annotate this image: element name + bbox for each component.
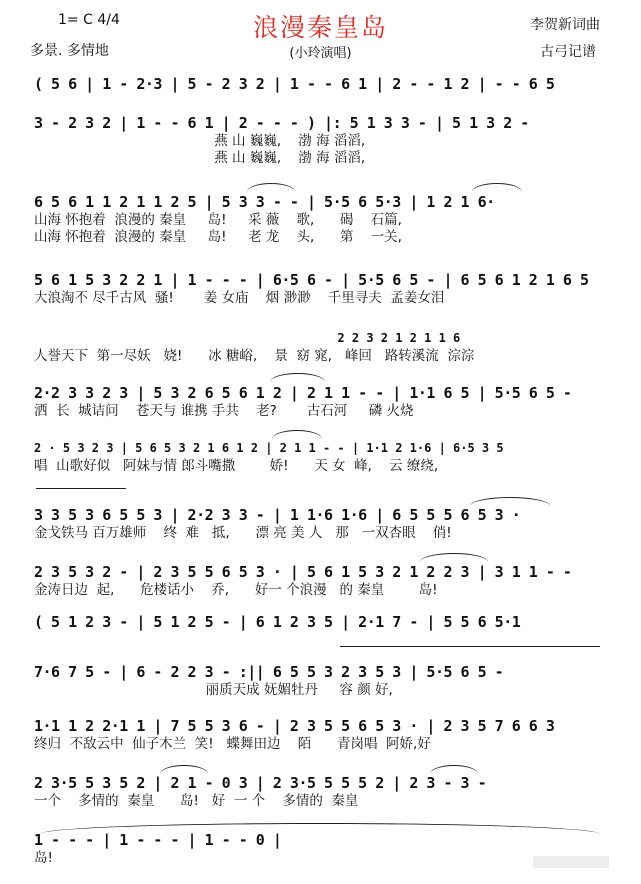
notation-line: 1·1 1 2 2·1 1 | 7 5 5 3 6 - | 2 3 5 5 6 5 3 · | 2 3 5 7 6 6 3: [34, 717, 555, 735]
lyric-line-1: 大浪淘不 尽千古风 骚! 姜 女庙 烟 渺渺 千里寻夫 孟姜女泪: [34, 290, 445, 306]
slur-mark: [270, 373, 325, 382]
slur-mark: [430, 765, 478, 774]
lyric-line-1: 唱 山歌好似 阿妹与情 郎斗嘴撒 娇! 天 女 峰, 云 缭绕,: [34, 458, 439, 474]
slur-mark: [160, 765, 208, 774]
score-system-11: [34, 662, 614, 699]
score-system-14: [34, 830, 614, 867]
lyric-line-1: 岛!: [34, 850, 53, 866]
lyric-line-2: 山海 怀抱着 浪漫的 秦皇 岛! 老 龙 头, 第 一关,: [34, 229, 402, 245]
score-system-13: [34, 773, 614, 810]
lyric-line-1: 燕 山 巍巍, 渤 海 滔滔,: [34, 133, 366, 149]
lyric-line-2: 燕 山 巍巍, 渤 海 滔滔,: [34, 150, 366, 166]
lyricist-credit: 李贺新词曲: [530, 17, 600, 33]
slur-mark: [470, 497, 550, 506]
score-system-7: [34, 438, 614, 475]
score-system-5: [34, 328, 614, 365]
score-system-2: [34, 113, 614, 167]
score-system-4: [34, 270, 614, 307]
song-title: 浪漫秦皇岛: [252, 13, 388, 42]
lyric-line-1: 金戈铁马 百万雄师 终 难 抵, 漂 亮 美 人 那 一双杏眼 俏!: [34, 525, 452, 541]
score-system-9: [34, 562, 614, 599]
notation-line: ( 5 1 2 3 - | 5 1 2 5 - | 6 1 2 3 5 | 2·1 7 - | 5 5 6 5·1: [34, 613, 521, 631]
notation-line: 1 - - - | 1 - - - | 1 - - 0 |: [34, 831, 282, 849]
notation-line: 2·2 3 3 2 3 | 5 3 2 6 5 6 1 2 | 2 1 1 - - | 1·1 6 5 | 5·5 6 5 -: [34, 384, 572, 402]
notation-line: 2 3 5 3 2 - | 2 3 5 5 6 5 3 · | 5 6 1 5 3 2 1 2 2 3 | 3 1 1 - -: [34, 563, 572, 581]
performer-note: (小玲演唱): [289, 46, 352, 61]
slur-mark: [272, 430, 322, 439]
score-system-3: [34, 192, 614, 246]
tie-mark: [40, 823, 600, 834]
lyric-line-1: 洒 长 城诘问 苍天与 谁携 手共 老? 古石河 磷 火烧: [34, 403, 414, 419]
notation-line: 2 · 5 3 2 3 | 5 6 5 3 2 1 6 1 2 | 2 1 1 - - | 1·1 2 1·6 | 6·5 3 5: [34, 441, 504, 455]
lyric-line-1: 人誉天下 第一尽妖 娆! 冰 糖峪, 景 窈 窕, 峰回 路转溪流 淙淙: [34, 348, 475, 364]
lyric-line-1: 丽质天成 妩媚牡丹 容 颜 好,: [34, 682, 393, 698]
lyric-line-1: 金涛日边 起, 危楼话小 乔, 好一 个浪漫 的 秦皇 岛!: [34, 582, 438, 598]
style-note: 多景. 多情地: [30, 43, 109, 59]
notation-line: ( 5 6 | 1 - 2·3 | 5 - 2 3 2 | 1 - - 6 1 | 2 - - 1 2 | - - 6 5: [34, 75, 555, 93]
notation-line: 2 3·5 5 3 5 2 | 2 1 - 0 3 | 2 3·5 5 5 5 2 | 2 3 - 3 -: [34, 774, 487, 792]
volta-bracket: [36, 488, 126, 489]
score-system-1: [34, 74, 614, 94]
lyric-line-1: 一个 多情的 秦皇 岛! 好 一 个 多情的 秦皇: [34, 793, 359, 809]
key-signature: 1= C 4/4: [58, 12, 120, 28]
score-system-6: [34, 383, 614, 420]
score-system-12: [34, 716, 614, 753]
score-system-10: [34, 612, 614, 632]
transcriber-credit: 古弓记谱: [540, 44, 596, 60]
notation-line: 3 3 5 3 6 5 5 3 | 2·2 3 3 - | 1 1·6 1·6 | 6 5 5 5 6 5 3 ·: [34, 506, 521, 524]
watermark: [533, 856, 609, 868]
notation-line: 7·6 7 5 - | 6 - 2 2 3 - :|| 6 5 5 3 2 3 5 3 | 5·5 6 5 -: [34, 663, 504, 681]
volta-bracket: [340, 646, 600, 647]
notation-line: 6 5 6 1 1 2 1 1 2 5 | 5 3 3 - - | 5·5 6 5·3 | 1 2 1 6·: [34, 193, 495, 211]
slur-mark: [472, 183, 522, 192]
lyric-line-1: 山海 怀抱着 浪漫的 秦皇 岛! 采 薇 歌, 碣 石篇,: [34, 212, 402, 228]
slur-mark: [420, 553, 488, 562]
notation-line: 5 6 1 5 3 2 2 1 | 1 - - - | 6·5 6 - | 5·5 6 5 - | 6 5 6 1 2 1 6 5: [34, 271, 589, 289]
notation-line: 3 - 2 3 2 | 1 - - 6 1 | 2 - - - ) |: 5 1 3 3 - | 5 1 3 2 -: [34, 114, 529, 132]
score-system-8: [34, 505, 614, 542]
notation-line: 2 2 3 2 1 2 1 1 6: [34, 331, 461, 345]
slur-mark: [247, 183, 295, 192]
lyric-line-1: 终归 不敌云中 仙子木兰 笑! 蝶舞田边 陌 青岗唱 阿娇,好: [34, 736, 431, 752]
